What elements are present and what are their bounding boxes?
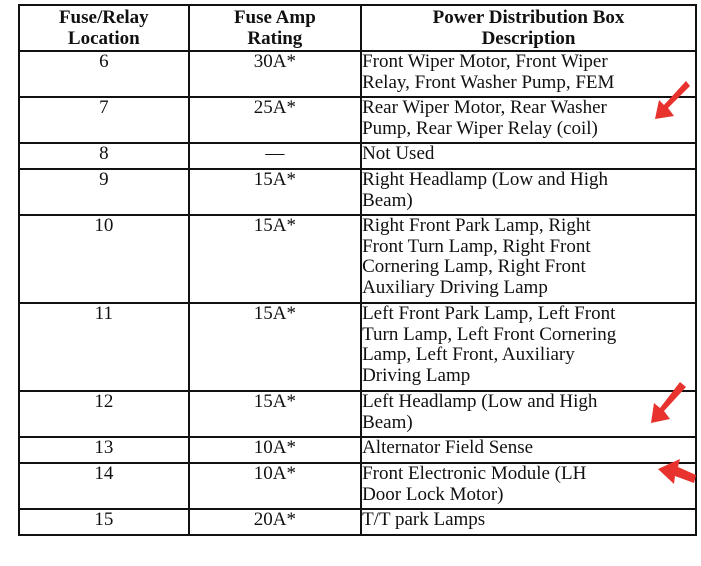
cell-location: 12 bbox=[19, 391, 189, 437]
red-arrow-icon bbox=[648, 380, 688, 426]
cell-description: Right Headlamp (Low and High Beam) bbox=[361, 169, 696, 215]
cell-location: 15 bbox=[19, 509, 189, 535]
cell-description: Right Front Park Lamp, Right Front Turn Lamp, Right Front Cornering Lamp, Right Front Auxiliary Driving Lamp bbox=[361, 215, 696, 303]
fuse-table bbox=[18, 4, 697, 536]
cell-description: Left Front Park Lamp, Left Front Turn Lamp, Left Front Cornering Lamp, Left Front, Auxiliary Driving Lamp bbox=[361, 303, 696, 391]
cell-rating: 15A* bbox=[189, 215, 361, 303]
red-arrow-icon bbox=[652, 78, 692, 122]
header-rating: Fuse Amp Rating bbox=[189, 5, 361, 51]
cell-rating: — bbox=[189, 143, 361, 169]
cell-rating: 20A* bbox=[189, 509, 361, 535]
cell-location: 13 bbox=[19, 437, 189, 463]
cell-location: 8 bbox=[19, 143, 189, 169]
table-row bbox=[19, 391, 696, 437]
cell-description: Left Headlamp (Low and High Beam) bbox=[361, 391, 696, 437]
cell-rating: 15A* bbox=[189, 303, 361, 391]
cell-location: 9 bbox=[19, 169, 189, 215]
cell-location: 14 bbox=[19, 463, 189, 509]
table-row bbox=[19, 143, 696, 169]
header-location: Fuse/Relay Location bbox=[19, 5, 189, 51]
red-arrow-icon bbox=[654, 455, 698, 487]
table-row bbox=[19, 303, 696, 391]
cell-rating: 15A* bbox=[189, 169, 361, 215]
header-description: Power Distribution Box Description bbox=[361, 5, 696, 51]
cell-rating: 10A* bbox=[189, 437, 361, 463]
table-row bbox=[19, 463, 696, 509]
cell-description: Alternator Field Sense bbox=[361, 437, 696, 463]
table-row bbox=[19, 509, 696, 535]
table-row bbox=[19, 97, 696, 143]
table-row bbox=[19, 169, 696, 215]
cell-description: Front Wiper Motor, Front Wiper Relay, Front Washer Pump, FEM bbox=[361, 51, 696, 97]
cell-rating: 30A* bbox=[189, 51, 361, 97]
cell-description: Front Electronic Module (LH Door Lock Motor) bbox=[361, 463, 696, 509]
cell-location: 7 bbox=[19, 97, 189, 143]
table-row bbox=[19, 437, 696, 463]
table-body bbox=[19, 51, 696, 535]
table-header bbox=[19, 5, 696, 51]
cell-description: Not Used bbox=[361, 143, 696, 169]
cell-rating: 10A* bbox=[189, 463, 361, 509]
cell-rating: 25A* bbox=[189, 97, 361, 143]
cell-description: Rear Wiper Motor, Rear Washer Pump, Rear Wiper Relay (coil) bbox=[361, 97, 696, 143]
cell-location: 10 bbox=[19, 215, 189, 303]
cell-rating: 15A* bbox=[189, 391, 361, 437]
cell-location: 11 bbox=[19, 303, 189, 391]
table-row bbox=[19, 215, 696, 303]
cell-location: 6 bbox=[19, 51, 189, 97]
cell-description: T/T park Lamps bbox=[361, 509, 696, 535]
table-row bbox=[19, 51, 696, 97]
